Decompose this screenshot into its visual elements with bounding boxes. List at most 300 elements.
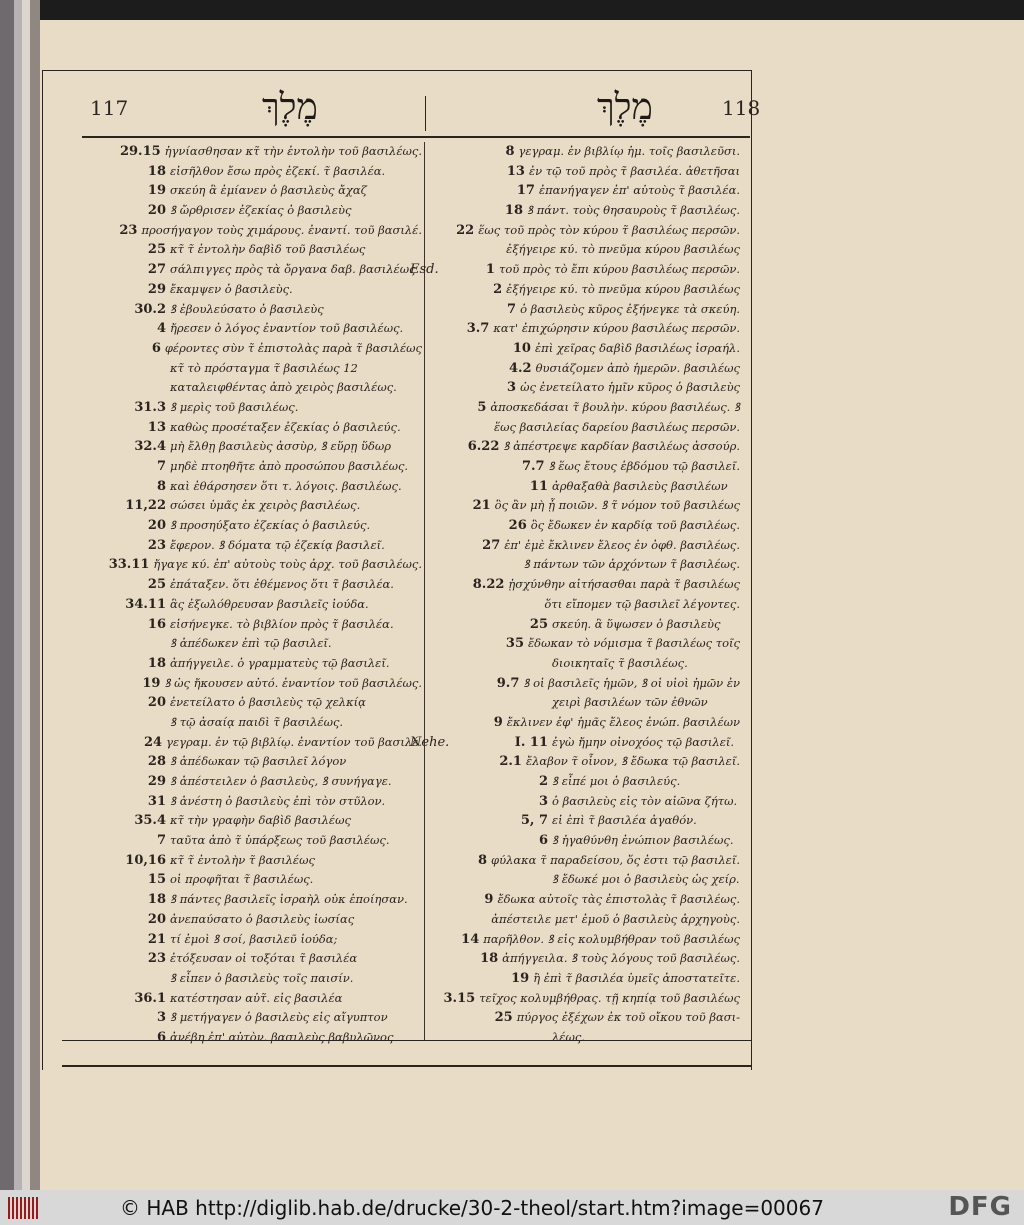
verse-reference: 3	[156, 1010, 166, 1026]
verse-reference: 3.15	[443, 990, 476, 1006]
book-tag	[410, 949, 441, 969]
entry-row	[410, 181, 740, 201]
entry-text: ꝸ ἀπέδωκεν ἐπὶ τῷ βασιλεῖ.	[170, 636, 332, 651]
entry-row	[82, 300, 422, 320]
entry-row	[82, 595, 422, 615]
entry-text: ἔλαβον τ̃ οἶνον, ꝸ ἔδωκα τῷ βασιλεῖ.	[525, 754, 740, 769]
footer-bar	[0, 1190, 1024, 1225]
entry-text: κατέστησαν αὐτ̃. εἰς βασιλέα	[170, 990, 343, 1005]
verse-reference	[458, 693, 552, 713]
entry-row	[410, 654, 740, 674]
entry-row	[82, 142, 422, 162]
verse-reference: 26	[508, 518, 527, 534]
entry-text: μηδὲ πτοηθῆτε ἀπὸ προσώπου βασιλέως.	[170, 459, 409, 473]
book-tag	[410, 1028, 458, 1048]
frame-left-rule	[42, 70, 43, 1070]
entry-text: κτ̃ τ̃ ἐντολὴν δαβὶδ τοῦ βασιλέως	[170, 242, 366, 257]
verse-reference: 6	[151, 340, 161, 356]
entry-row	[410, 142, 740, 162]
verse-reference: 4	[156, 321, 166, 337]
entry-text: ἔκλινεν ἐφ' ἡμᾶς ἔλεος ἐνώπ. βασιλέων	[506, 714, 740, 729]
entry-text: κτ̃ τ̃ ἐντολὴν τ̃ βασιλέως	[170, 852, 315, 867]
book-tag	[410, 378, 447, 398]
verse-reference: 20	[147, 911, 166, 927]
entry-text: φέροντες σὺν τ̃ ἐπιστολὰς παρὰ τ̃ βασιλέως	[164, 340, 422, 355]
book-tag	[410, 536, 441, 556]
verse-reference: 25	[147, 242, 166, 258]
entry-text: ἕως βασιλείας δαρείου βασιλέως περσῶν.	[493, 419, 740, 434]
entry-text: καταλειφθέντας ἀπὸ χειρὸς βασιλέως.	[170, 380, 397, 395]
verse-reference: 36.1	[134, 990, 166, 1006]
entry-row	[82, 693, 422, 713]
entry-text: ἀνεπαύσατο ὁ βασιλεὺς ἰωσίας	[170, 911, 355, 926]
verse-reference: 7.7	[521, 459, 545, 474]
page-number-right: 118	[722, 96, 761, 120]
verse-reference: 29.15	[119, 144, 161, 159]
verse-reference: 9.7	[496, 675, 520, 691]
entry-row	[82, 1008, 422, 1028]
entry-row	[82, 398, 422, 418]
entry-text: φύλακα τ̃ παραδείσου, ὅς ἐστι τῷ βασιλεῖ.	[491, 852, 740, 867]
verse-reference: 3.7	[466, 321, 490, 337]
book-edge	[0, 0, 40, 1190]
entry-text: ᾐσχύνθην αἰτήσασθαι παρὰ τ̃ βασιλέως	[508, 577, 740, 592]
hebrew-heading-left: מֶלֶךְ	[262, 87, 318, 128]
entry-row	[410, 418, 740, 438]
book-tag	[410, 713, 442, 733]
entry-text: ἔκαμψεν ὁ βασιλεὺς.	[170, 281, 293, 296]
entry-row	[410, 575, 740, 595]
entry-row	[410, 870, 740, 890]
entry-row	[410, 910, 740, 930]
entry-text: ꝸ πάντες βασιλεῖς ἰσραὴλ οὐκ ἐποίησαν.	[170, 892, 408, 907]
verse-reference: 8	[477, 852, 488, 868]
entry-row	[82, 831, 422, 851]
entry-text: θυσιάζομεν ἀπὸ ἡμερῶν. βασιλέως	[535, 360, 740, 375]
dfg-logo: DFG	[948, 1192, 1012, 1222]
entry-row	[410, 319, 740, 339]
verse-reference: 2.1	[499, 754, 522, 770]
entry-text: ꝸ ἠγαθύνθη ἐνώπιον βασιλέως.	[552, 833, 734, 848]
entry-text: ἕως τοῦ πρὸς τὸν κύρου τ̃ βασιλέως περσῶν.	[478, 222, 740, 237]
entry-text: ἐπ' ἐμὲ ἔκλινεν ἔλεος ἐν ὀφθ. βασιλέως.	[504, 537, 740, 552]
entry-row	[410, 240, 740, 260]
entry-row	[410, 792, 740, 812]
book-tag	[410, 930, 434, 950]
book-tag	[410, 555, 448, 575]
entry-text: ὁ βασιλεὺς κῦρος ἐξήνεγκε τὰ σκεύη.	[520, 301, 740, 316]
book-tag	[410, 142, 446, 162]
entry-row	[410, 634, 740, 654]
verse-reference: 27	[482, 537, 501, 553]
entry-text: οἱ προφῆται τ̃ βασιλέως.	[170, 872, 314, 887]
entry-text: ꝸ ἀπέδωκαν τῷ βασιλεῖ λόγον	[170, 754, 347, 769]
verse-reference: I. 11	[514, 734, 548, 750]
entry-text: γεγραμ. ἐν βιβλίῳ ἡμ. τοῖς βασιλεῦσι.	[518, 144, 740, 158]
book-tag	[410, 910, 437, 930]
header-divider	[425, 96, 426, 131]
book-tag	[410, 240, 442, 260]
entry-row	[410, 733, 740, 753]
entry-row	[410, 359, 740, 379]
entry-text: τί ἐμοὶ ꝸ σοί, βασιλεῦ ἰούδα;	[170, 931, 338, 946]
verse-reference: 10	[512, 340, 531, 356]
entry-text: καθὼς προσέταξεν ἐζεκίας ὁ βασιλεύς.	[170, 419, 401, 434]
entry-text: τοῦ πρὸς τὸ ἔπι κύρου βασιλέως περσῶν.	[498, 262, 740, 277]
entry-text: σώσει ὑμᾶς ἐκ χειρὸς βασιλέως.	[170, 498, 361, 513]
entry-text: εἰσήνεγκε. τὸ βιβλίον πρὸς τ̃ βασιλέα.	[170, 616, 394, 631]
book-tag	[410, 792, 458, 812]
verse-reference: 11	[529, 478, 548, 494]
entry-row	[410, 221, 740, 241]
entry-row	[410, 595, 740, 615]
verse-reference: 18	[147, 655, 166, 671]
entry-text: πύργος ἐξέχων ἐκ τοῦ οἴκου τοῦ βασι-	[516, 1010, 740, 1025]
entry-row	[410, 693, 740, 713]
entry-text: καὶ ἐθάρσησεν ὅτι τ. λόγοις. βασιλέως.	[170, 478, 402, 493]
verse-reference: 8.22	[472, 577, 505, 593]
book-tag	[410, 359, 452, 379]
entry-row	[82, 437, 422, 457]
entry-row	[82, 851, 422, 871]
verse-reference	[458, 1028, 552, 1048]
entry-text: ἢ ἐπὶ τ̃ βασιλέα ὑμεῖς ἀποστατεῖτε.	[533, 970, 740, 985]
entry-row	[410, 989, 740, 1009]
verse-reference	[82, 378, 170, 398]
verse-reference	[442, 240, 506, 260]
book-tag	[410, 181, 453, 201]
verse-reference: 9	[493, 714, 503, 730]
entry-row	[82, 319, 422, 339]
verse-reference: 18	[504, 203, 524, 219]
entry-text: ὡς ἐνετείλατο ἡμῖν κῦρος ὁ βασιλεὺς	[520, 380, 740, 395]
entry-row	[82, 555, 422, 575]
entry-row	[410, 555, 740, 575]
entry-text: ἐν τῷ τοῦ πρὸς τ̃ βασιλέα. ἀθετῆσαι	[528, 163, 740, 178]
book-tag	[410, 851, 437, 871]
entry-text: μὴ ἔλθῃ βασιλεὺς ἀσσὺρ, ꝸ εὕρῃ ὕδωρ	[170, 439, 392, 454]
entry-row	[82, 890, 422, 910]
entry-text: εἰ ἐπὶ τ̃ βασιλέα ἀγαθόν.	[552, 813, 697, 828]
verse-reference	[437, 910, 491, 930]
entry-row	[82, 496, 422, 516]
entry-text: ὃς ἂν μὴ ᾖ ποιῶν. ꝸ τ̃ νόμον τοῦ βασιλέως	[494, 498, 740, 513]
book-tag	[410, 221, 432, 241]
entry-row	[82, 221, 422, 241]
entry-row	[82, 162, 422, 182]
verse-reference: 35	[505, 636, 525, 652]
left-concordance-column	[82, 142, 422, 1048]
verse-reference: 24	[143, 734, 163, 750]
entry-text: σκεύη ἃ ἐμίανεν ὁ βασιλεὺς ἄχαζ	[170, 183, 367, 198]
book-tag	[410, 496, 438, 516]
entry-row	[82, 1028, 422, 1048]
entry-row	[410, 713, 740, 733]
verse-reference	[82, 969, 170, 989]
verse-reference: 5, 7	[520, 813, 548, 829]
entry-text: ἐνετείλατο ὁ βασιλεὺς τῷ χελκίᾳ	[170, 695, 366, 710]
verse-reference: 5	[477, 399, 487, 415]
book-tag	[410, 319, 438, 339]
verse-reference	[82, 713, 170, 733]
book-tag	[410, 418, 438, 438]
verse-reference: 20	[147, 695, 166, 711]
verse-reference: 30.2	[134, 301, 166, 317]
entry-text: κτ̃ τὴν γραφὴν δαβὶδ βασιλέως	[170, 813, 351, 828]
verse-reference: 23	[147, 951, 166, 967]
verse-reference: 18	[147, 163, 166, 179]
entry-row	[410, 496, 740, 516]
entry-text: λέως.	[552, 1029, 585, 1044]
entry-row	[410, 280, 740, 300]
verse-reference: 25	[147, 577, 166, 593]
entry-text: γεγραμ. ἐν τῷ βιβλίῳ. ἐναντίον τοῦ βασιλέ.	[166, 734, 422, 749]
entry-row	[410, 930, 740, 950]
entry-text: ἀπήγγειλα. ꝸ τοὺς λόγους τοῦ βασιλέως.	[502, 951, 740, 966]
entry-row	[82, 201, 422, 221]
entry-row	[82, 634, 422, 654]
verse-reference	[82, 359, 170, 379]
entry-text: ἀνέβη ἐπ' αὐτὸν. βασιλεὺς βαβυλῶνος	[170, 1029, 394, 1044]
book-tag: Esd.	[410, 262, 439, 278]
book-tag	[410, 772, 458, 792]
entry-row	[82, 477, 422, 497]
entry-row	[82, 615, 422, 635]
entry-row	[410, 398, 740, 418]
verse-reference: 3	[507, 380, 517, 396]
entry-row	[410, 201, 740, 221]
entry-row	[82, 418, 422, 438]
book-tag	[410, 615, 458, 635]
verse-reference: 31.3	[134, 399, 166, 415]
verse-reference: 29	[147, 774, 166, 789]
verse-reference: 25	[494, 1010, 513, 1026]
entry-row	[82, 930, 422, 950]
entry-row	[82, 733, 422, 753]
book-tag	[410, 398, 437, 418]
entry-row	[82, 378, 422, 398]
entry-row	[82, 910, 422, 930]
verse-reference: 33.11	[108, 557, 150, 573]
verse-reference: 7	[156, 833, 166, 849]
entry-row	[82, 260, 422, 280]
verse-reference: 21	[147, 931, 166, 947]
entry-text: ἐπανήγαγεν ἐπ' αὐτοὺς τ̃ βασιλέα.	[538, 183, 740, 198]
verse-reference: 11,22	[125, 498, 166, 514]
verse-reference: 19	[142, 675, 161, 691]
entry-row	[410, 851, 740, 871]
entry-text: προσήγαγον τοὺς χιμάρους. ἐναντί. τοῦ βασιλέ.	[141, 222, 422, 237]
entry-text: ꝸ ἀνέστη ὁ βασιλεὺς ἐπὶ τὸν στῦλον.	[170, 793, 386, 808]
verse-reference	[438, 418, 494, 438]
verse-reference: 2	[493, 281, 503, 297]
entry-text: ꝸ ἔδωκέ μοι ὁ βασιλεὺς ὡς χείρ.	[552, 872, 740, 887]
frame-top-rule	[42, 70, 752, 71]
entry-text: ἀπήγγειλε. ὁ γραμματεὺς τῷ βασιλεῖ.	[170, 655, 390, 670]
entry-row	[410, 831, 740, 851]
verse-reference: 13	[506, 163, 525, 179]
book-tag	[410, 457, 457, 477]
hab-logo-icon	[8, 1197, 42, 1219]
entry-text: εἰσῆλθον ἔσω πρὸς ἐζεκί. τ̃ βασιλέα.	[170, 163, 386, 178]
right-concordance-column	[410, 142, 740, 1048]
verse-reference: 9	[484, 892, 494, 908]
entry-text: σάλπιγγες πρὸς τὰ ὄργανα δαβ. βασιλέως	[170, 262, 416, 277]
entry-row	[410, 615, 740, 635]
entry-text: ꝸ ὤρθρισεν ἐζεκίας ὁ βασιλεὺς	[170, 203, 352, 218]
entry-row	[82, 989, 422, 1009]
verse-reference: 28	[147, 754, 166, 770]
entry-row	[82, 752, 422, 772]
hebrew-heading-right: מֶלֶךְ	[597, 87, 653, 128]
book-tag: Nehe.	[410, 734, 450, 750]
entry-text: ꝸ ἕως ἔτους ἑβδόμου τῷ βασιλεῖ.	[548, 459, 740, 473]
verse-reference: 18	[480, 951, 499, 967]
entry-text: ꝸ εἶπέ μοι ὁ βασιλεύς.	[552, 774, 681, 788]
verse-reference: 34.11	[125, 596, 166, 612]
verse-reference: 10,16	[125, 852, 166, 868]
frame-right-rule	[751, 70, 752, 1070]
entry-text: ταῦτα ἀπὸ τ̃ ὑπάρξεως τοῦ βασιλέως.	[170, 833, 390, 848]
entry-row	[82, 575, 422, 595]
book-tag	[410, 831, 458, 851]
verse-reference: 23	[147, 537, 166, 553]
book-tag	[410, 989, 433, 1009]
entry-row	[410, 378, 740, 398]
book-tag	[410, 516, 451, 536]
entry-row	[82, 772, 422, 792]
verse-reference: 7	[156, 459, 166, 474]
verse-reference: 22	[456, 222, 475, 238]
entry-row	[82, 280, 422, 300]
book-tag	[410, 201, 449, 221]
entry-text: ꝸ ὡς ἤκουσεν αὐτό. ἐναντίον τοῦ βασιλέως.	[164, 675, 422, 690]
verse-reference	[455, 595, 544, 615]
book-tag	[410, 595, 455, 615]
book-tag	[410, 654, 458, 674]
entry-row	[82, 457, 422, 477]
entry-text: ἤρεσεν ὁ λόγος ἐναντίον τοῦ βασιλέως.	[170, 321, 404, 336]
entry-row	[82, 240, 422, 260]
book-tag	[410, 890, 439, 910]
entry-text: ꝸ οἱ βασιλεῖς ἡμῶν, ꝸ οἱ υἱοὶ ἡμῶν ἐν	[523, 675, 740, 690]
entry-row	[82, 536, 422, 556]
entry-row	[410, 339, 740, 359]
entry-text: ἐγὼ ἤμην οἰνοχόος τῷ βασιλεῖ.	[552, 734, 735, 749]
book-tag	[410, 477, 458, 497]
entry-row	[82, 516, 422, 536]
entry-text: ὃς ἔδωκεν ἐν καρδίᾳ τοῦ βασιλέως.	[530, 518, 740, 533]
entry-row	[410, 1028, 740, 1048]
entry-text: ꝸ ἀπέστειλεν ὁ βασιλεὺς, ꝸ συνήγαγε.	[170, 774, 392, 788]
verse-reference: 20	[147, 518, 166, 534]
entry-text: ꝸ προσηύξατο ἐζεκίας ὁ βασιλεύς.	[170, 518, 371, 533]
book-tag	[410, 811, 458, 831]
book-tag	[410, 870, 458, 890]
verse-reference: 4.2	[508, 360, 532, 376]
entry-row	[410, 811, 740, 831]
book-tag	[410, 674, 448, 694]
entry-row	[410, 516, 740, 536]
entry-row	[82, 674, 422, 694]
footer-url-link[interactable]: © HAB http://diglib.hab.de/drucke/30-2-theol/start.htm?image=00067	[120, 1196, 824, 1220]
entry-text: ὅτι εἴπομεν τῷ βασιλεῖ λέγοντες.	[544, 596, 740, 611]
book-tag	[410, 437, 441, 457]
entry-row	[82, 969, 422, 989]
header-rule	[82, 136, 750, 138]
entry-text: ꝸ πάντ. τοὺς θησαυροὺς τ̃ βασιλέως.	[527, 203, 740, 218]
entry-text: ἀπέστειλε μετ' ἐμοῦ ὁ βασιλεὺς ἀρχηγοὺς.	[491, 911, 740, 926]
book-tag	[410, 162, 450, 182]
verse-reference: 14	[461, 931, 480, 947]
entry-row	[82, 792, 422, 812]
verse-reference: 17	[516, 183, 535, 199]
verse-reference: 6.22	[467, 439, 500, 455]
entry-row	[410, 772, 740, 792]
entry-text: ὁ βασιλεὺς εἰς τὸν αἰῶνα ζήτω.	[552, 793, 738, 808]
book-tag	[410, 1008, 446, 1028]
entry-text: ἐτόξευσαν οἱ τοξόται τ̃ βασιλέα	[170, 951, 358, 966]
book-tag	[410, 969, 451, 989]
verse-reference: 8	[505, 144, 515, 159]
verse-reference: 35.4	[134, 813, 166, 829]
entry-row	[82, 949, 422, 969]
entry-text: ἐξήγειρε κύ. τὸ πνεῦμα κύρου βασιλέως	[506, 242, 740, 257]
verse-reference: 20	[147, 203, 166, 219]
verse-reference: 16	[147, 616, 166, 632]
entry-row	[410, 260, 740, 280]
entry-row	[82, 181, 422, 201]
entry-row	[82, 654, 422, 674]
entry-row	[410, 969, 740, 989]
entry-row	[410, 477, 740, 497]
verse-reference: 18	[147, 892, 166, 908]
entry-text: ἔδωκα αὐτοῖς τὰς ἐπιστολὰς τ̃ βασιλέως.	[497, 892, 740, 907]
book-tag	[410, 693, 458, 713]
entry-row	[82, 870, 422, 890]
verse-reference	[458, 654, 552, 674]
entry-text: ἀποσκεδάσαι τ̃ βουλὴν. κύρου βασιλέως. ꝸ	[490, 399, 740, 414]
entry-text: σκεύη. ἃ ὕψωσεν ὁ βασιλεὺς	[552, 616, 721, 631]
verse-reference: 3	[538, 793, 548, 809]
entry-text: ꝸ μερὶς τοῦ βασιλέως.	[170, 399, 299, 414]
entry-text: ἃς ἐξωλόθρευσαν βασιλεῖς ἰούδα.	[170, 596, 369, 611]
frame-bottom-rule	[62, 1065, 752, 1067]
entry-row	[410, 752, 740, 772]
verse-reference	[82, 634, 170, 654]
entry-row	[82, 811, 422, 831]
verse-reference: 32.4	[134, 439, 166, 455]
entry-text: διοικηταῖς τ̃ βασιλέως.	[552, 655, 688, 670]
verse-reference: 6	[538, 833, 548, 849]
book-tag	[410, 752, 449, 772]
verse-reference: 31	[147, 793, 166, 809]
book-tag	[410, 575, 443, 595]
verse-reference	[458, 870, 552, 890]
entry-row	[410, 457, 740, 477]
verse-reference: 7	[507, 301, 517, 317]
entry-row	[410, 890, 740, 910]
verse-reference: 29	[147, 281, 166, 297]
verse-reference: 23	[119, 222, 138, 238]
entry-text: ἐξήγειρε κύ. τὸ πνεῦμα κύρου βασιλέως	[506, 281, 740, 296]
entry-text: τεῖχος κολυμβήθρας. τῇ κηπίᾳ τοῦ βασιλέως	[479, 990, 740, 1005]
entry-row	[410, 300, 740, 320]
verse-reference: 2	[538, 774, 548, 789]
verse-reference: 8	[156, 478, 166, 494]
entry-text: παρῆλθον. ꝸ εἰς κολυμβήθραν τοῦ βασιλέως	[483, 931, 740, 946]
entry-text: ἐπὶ χεῖρας δαβὶδ βασιλέως ἰσραήλ.	[534, 340, 740, 355]
